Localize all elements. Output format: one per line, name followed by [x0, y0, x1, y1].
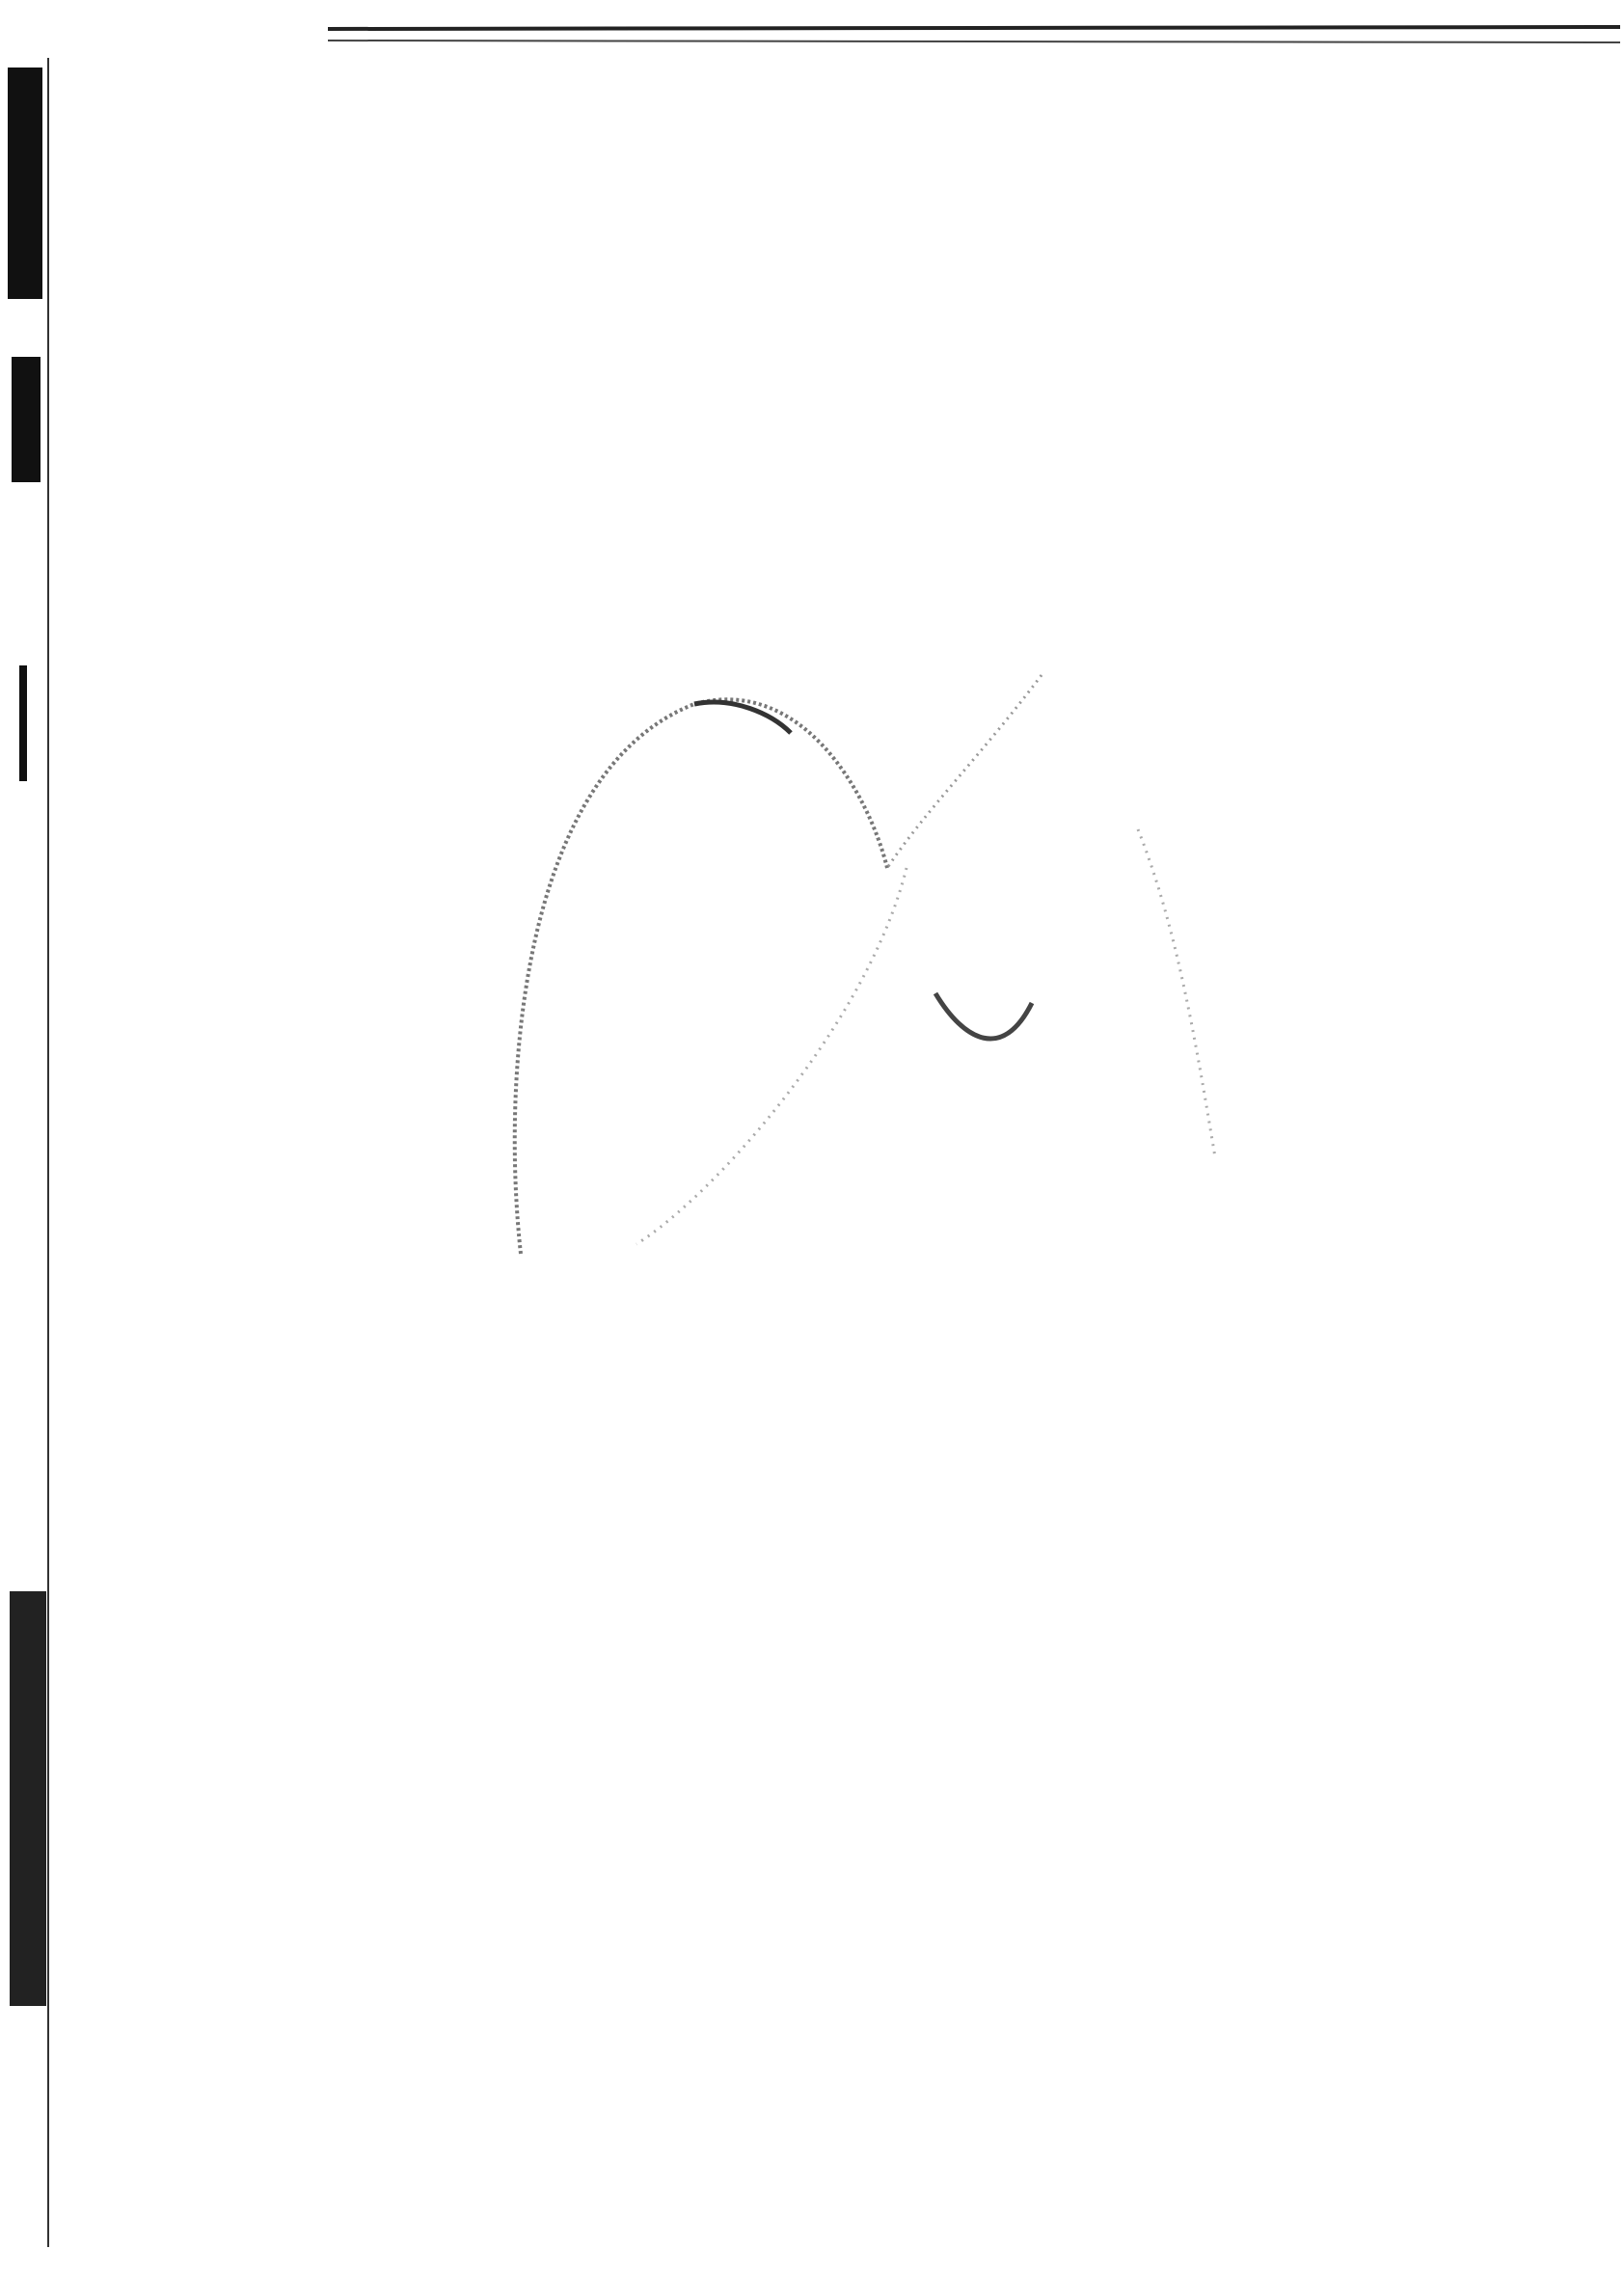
top-edge-rule — [328, 19, 1620, 48]
hand-drawn-sketch — [501, 617, 1273, 1292]
binder-strip-small — [19, 665, 27, 781]
bottom-edge-rule — [444, 2249, 1601, 2276]
binder-strip-bottom — [10, 1591, 46, 2006]
